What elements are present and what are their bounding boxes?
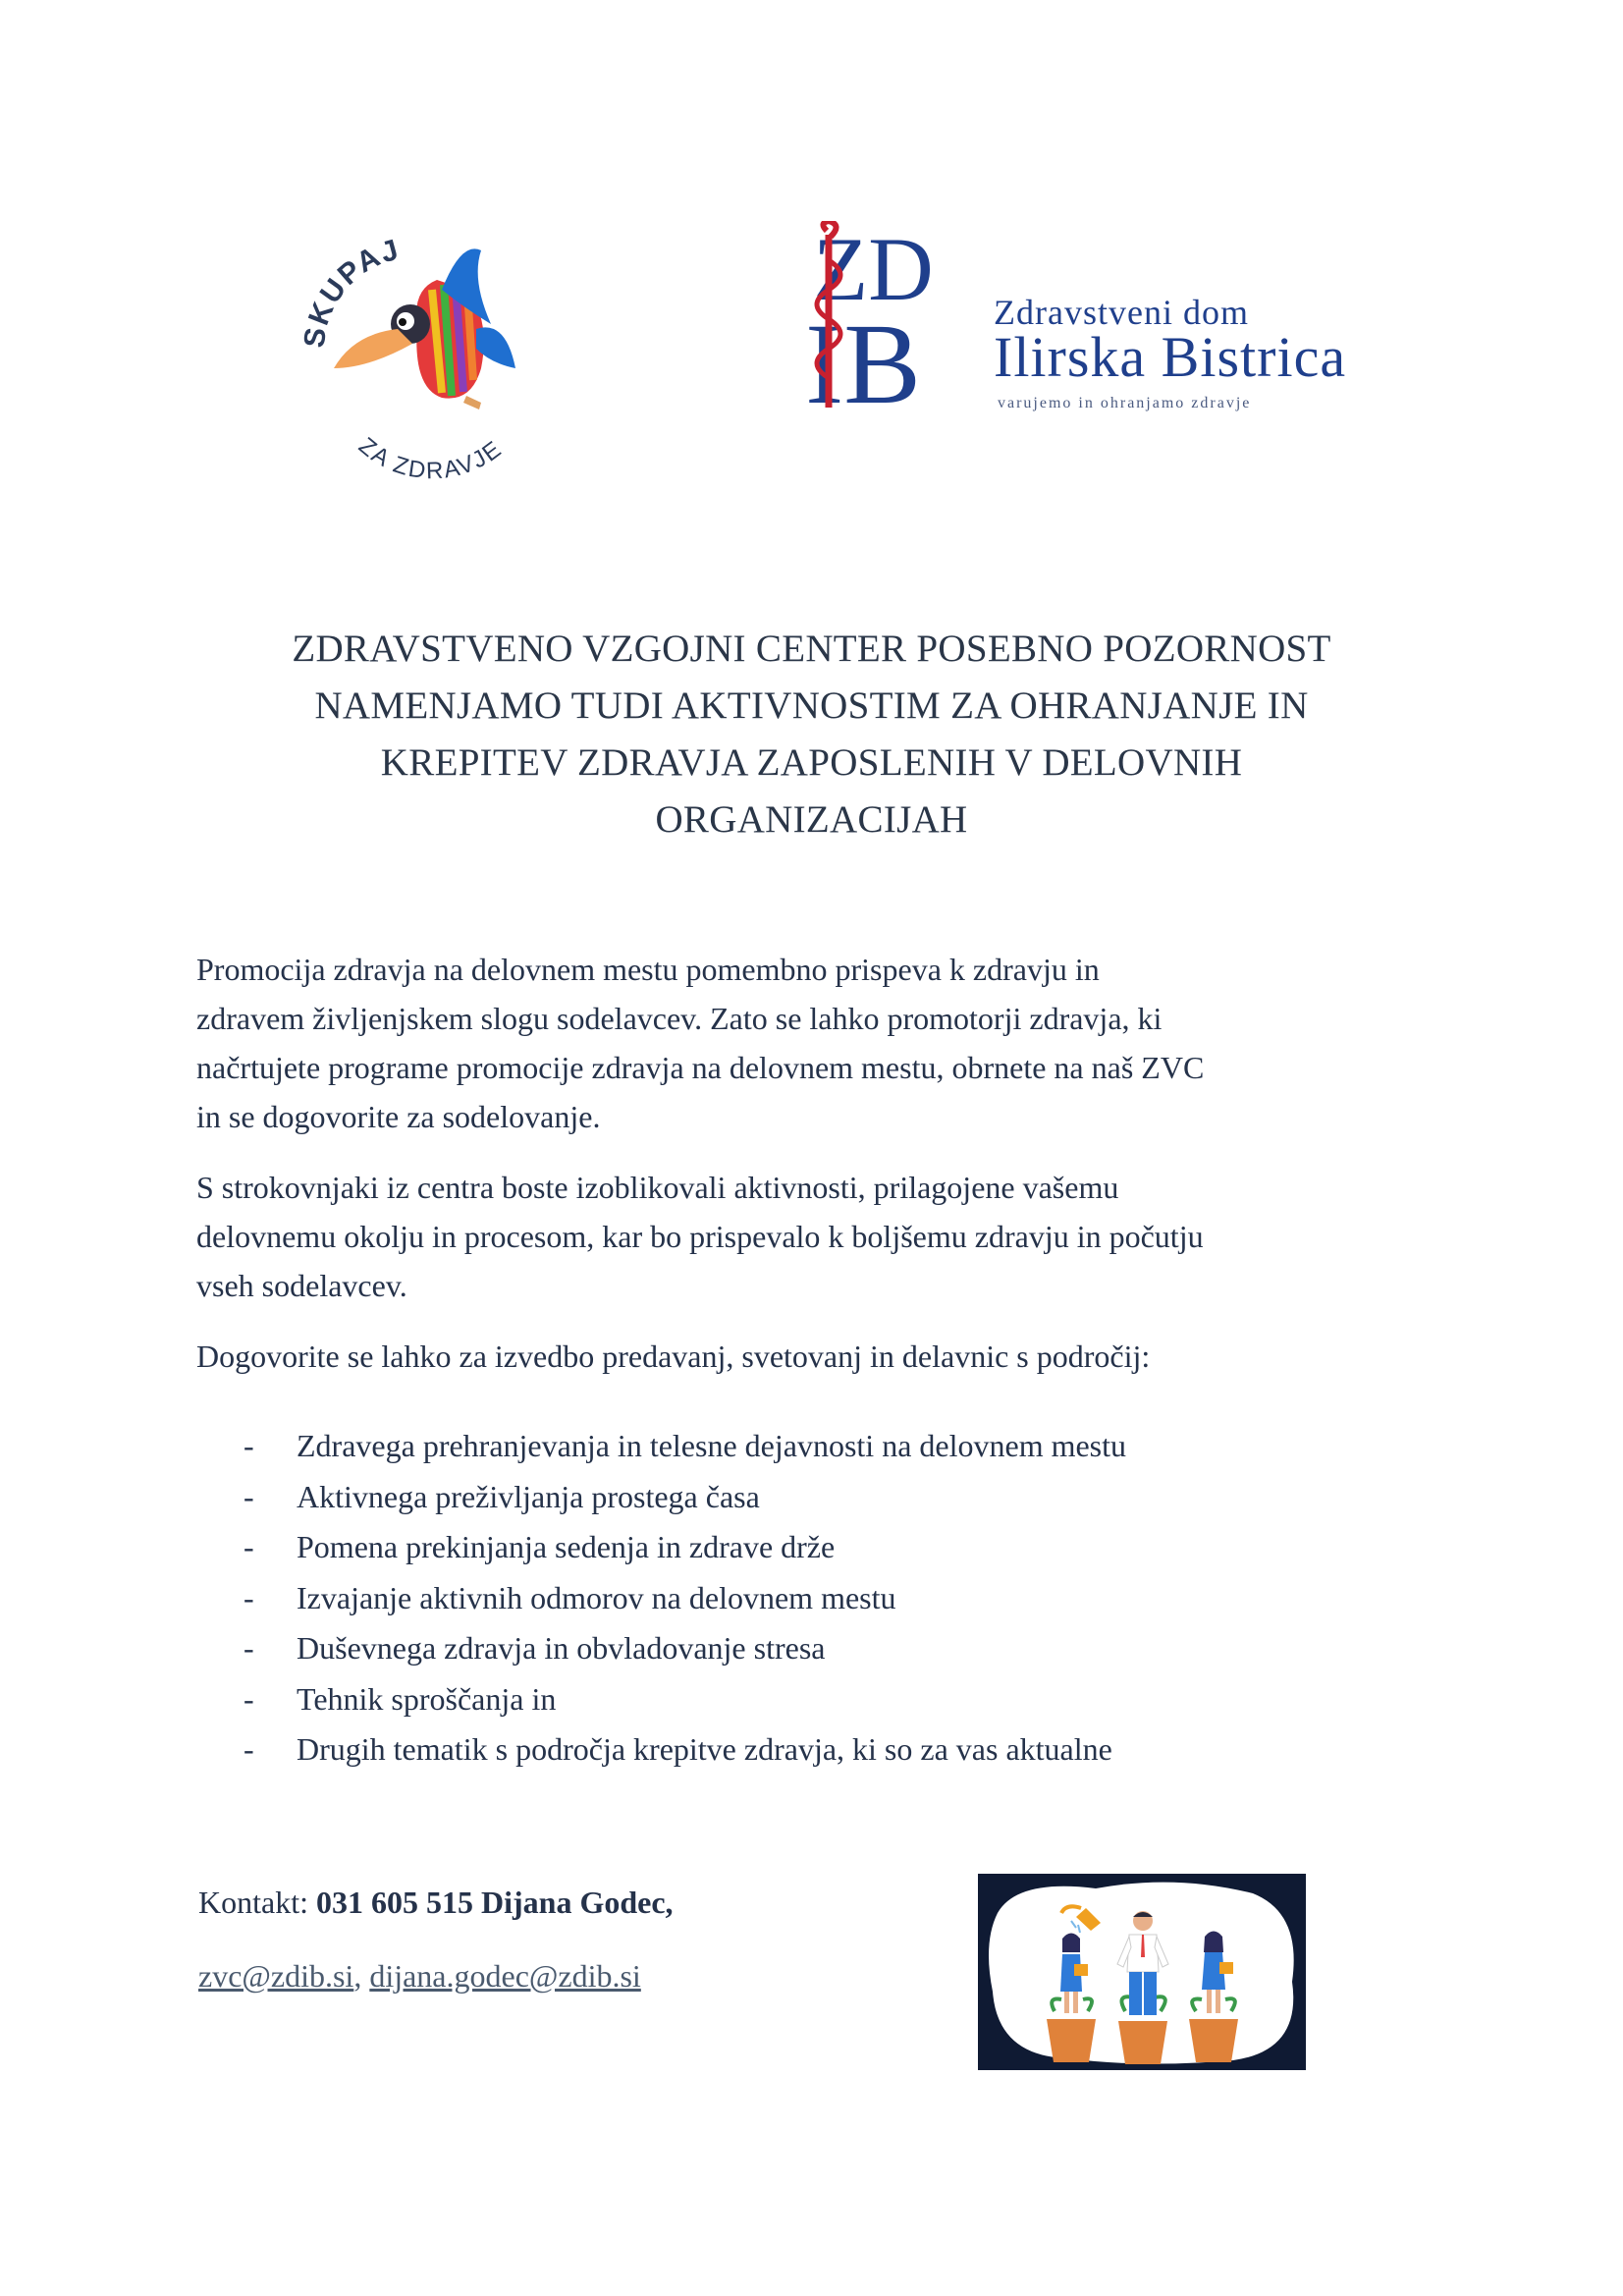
heading-line: ZDRAVSTVENO VZGOJNI CENTER POSEBNO POZORNOST: [292, 628, 1331, 670]
zdib-monogram: [805, 221, 934, 417]
paragraph-line: Dogovorite se lahko za izvedbo predavanj, svetovanj in delavnic s področij:: [196, 1339, 1151, 1374]
growing-employees-illustration: [978, 1874, 1306, 2070]
list-item-text: Pomena prekinjanja sedenja in zdrave drže: [297, 1529, 836, 1564]
list-dash: -: [243, 1630, 254, 1666]
paragraph-line: in se dogovorite za sodelovanje.: [196, 1099, 601, 1134]
za-zdravje-text: ZA ZDRAVJE: [352, 432, 508, 485]
contact-label: Kontakt:: [198, 1885, 316, 1920]
list-item: [243, 1421, 1422, 1472]
list-item-text: Zdravega prehranjevanja in telesne dejavnosti na delovnem mestu: [297, 1428, 1127, 1463]
email-link-dijana[interactable]: dijana.godec@zdib.si: [369, 1958, 641, 1994]
body-text: [196, 945, 1463, 1402]
list-dash: -: [243, 1680, 254, 1717]
paragraph-line: zdravem življenjskem slogu sodelavcev. Zato se lahko promotorji zdravja, ki: [196, 1001, 1163, 1036]
zdib-tagline: varujemo in ohranjamo zdravje: [998, 395, 1252, 411]
topics-list: [243, 1421, 1422, 1776]
list-item-text: Drugih tematik s področja krepitve zdravja, ki so za vas aktualne: [297, 1731, 1112, 1767]
list-item: [243, 1522, 1422, 1573]
paragraph-line: delovnemu okolju in procesom, kar bo prispevalo k boljšemu zdravju in počutju: [196, 1219, 1204, 1254]
list-item-text: Duševnega zdravja in obvladovanje stresa: [297, 1630, 826, 1666]
list-dash: -: [243, 1529, 254, 1564]
heading-line: ORGANIZACIJAH: [655, 798, 968, 841]
page-heading: [167, 621, 1456, 848]
list-item: [243, 1623, 1422, 1674]
list-item: [243, 1724, 1422, 1776]
heading-line: KREPITEV ZDRAVJA ZAPOSLENIH V DELOVNIH: [380, 741, 1243, 784]
list-item-text: Izvajanje aktivnih odmorov na delovnem mestu: [297, 1579, 896, 1615]
email-separator: ,: [353, 1958, 370, 1994]
paragraph-line: Promocija zdravja na delovnem mestu pomembno prispeva k zdravju in: [196, 952, 1100, 987]
pot-icon: [1118, 2021, 1167, 2064]
paragraph-experts: [196, 1163, 1463, 1310]
list-item: [243, 1573, 1422, 1624]
paragraph-intro: [196, 945, 1463, 1141]
contact-emails: [198, 1951, 641, 2000]
skupaj-text: SKUPAJ: [298, 233, 404, 350]
monogram-ib: IB: [805, 300, 921, 417]
contact-trail: ,: [665, 1885, 674, 1920]
zdib-line2: Ilirska Bistrica: [994, 325, 1347, 389]
list-item-text: Aktivnega preživljanja prostega časa: [297, 1478, 760, 1514]
list-item: [243, 1674, 1422, 1725]
pot-icon: [1189, 2019, 1238, 2062]
list-dash: -: [243, 1579, 254, 1615]
monogram-zd: ZD: [813, 221, 934, 319]
paragraph-topics-intro: [196, 1332, 1463, 1381]
zd-ilirska-bistrica-logo: [805, 221, 1434, 417]
list-item-text: Tehnik sproščanja in: [297, 1680, 557, 1717]
email-link-zvc[interactable]: zvc@zdib.si: [198, 1958, 354, 1994]
contact-details: 031 605 515 Dijana Godec: [315, 1885, 666, 1920]
pot-icon: [1047, 2019, 1096, 2062]
list-item: [243, 1472, 1422, 1523]
heading-line: NAMENJAMO TUDI AKTIVNOSTIM ZA OHRANJANJE IN: [314, 684, 1309, 727]
skupaj-za-zdravje-logo: [295, 231, 560, 486]
list-dash: -: [243, 1428, 254, 1463]
paragraph-line: vseh sodelavcev.: [196, 1268, 407, 1303]
list-dash: -: [243, 1731, 254, 1767]
paragraph-line: S strokovnjaki iz centra boste izoblikovali aktivnosti, prilagojene vašemu: [196, 1170, 1119, 1205]
paragraph-line: načrtujete programe promocije zdravja na delovnem mestu, obrnete na naš ZVC: [196, 1050, 1205, 1085]
zdib-line1: Zdravstveni dom: [994, 293, 1249, 332]
contact-line: [198, 1878, 674, 1927]
list-dash: -: [243, 1478, 254, 1514]
